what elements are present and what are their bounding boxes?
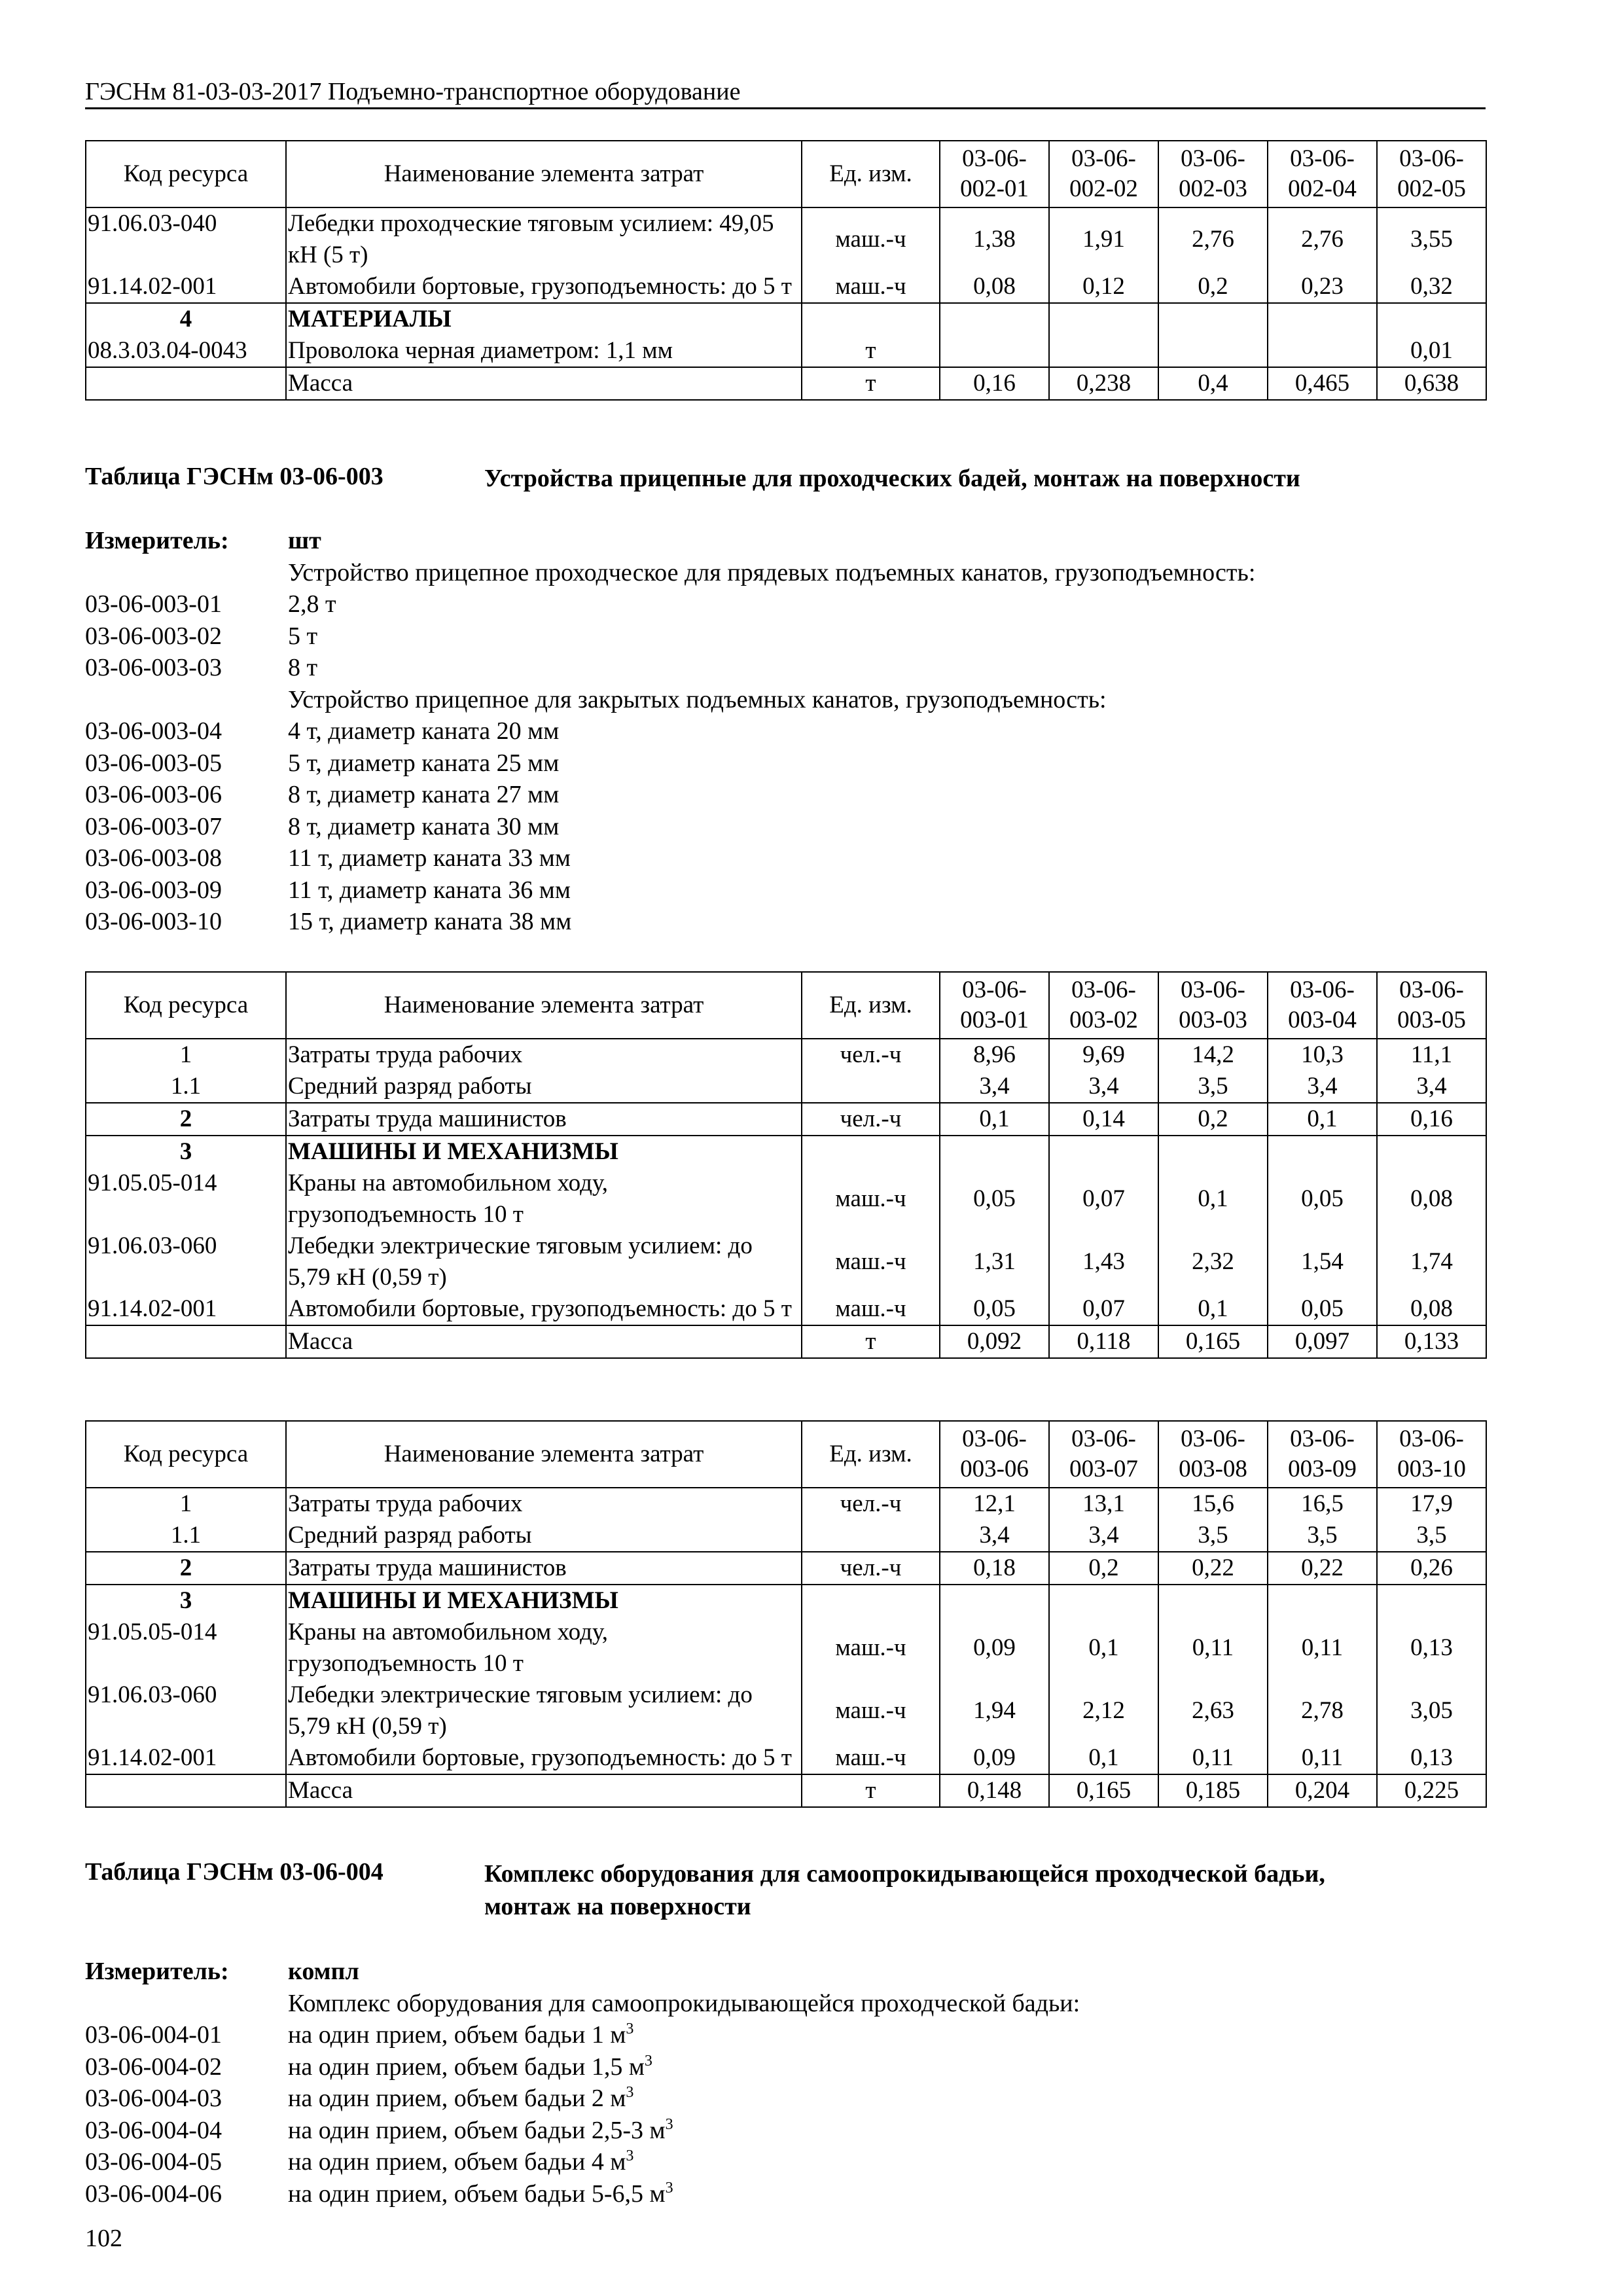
header-rate-code: 03-06-002-04 xyxy=(1268,141,1377,207)
rate-value: 0,05 xyxy=(940,1293,1049,1325)
table-row xyxy=(86,1742,1486,1774)
rate-value: 0,14 xyxy=(1049,1103,1158,1136)
rate-value: 0,26 xyxy=(1377,1552,1486,1585)
item-code: 03-06-003-07 xyxy=(85,812,222,840)
rate-value: 0,11 xyxy=(1268,1617,1377,1679)
list-item xyxy=(85,620,1486,653)
rate-value: 0,12 xyxy=(1049,271,1158,303)
resource-code: 1 xyxy=(86,1488,286,1520)
rate-value: 16,5 xyxy=(1268,1488,1377,1520)
rate-value xyxy=(1158,335,1268,367)
header-rate-code: 03-06-003-01 xyxy=(940,972,1049,1039)
table-row xyxy=(86,1071,1486,1103)
rate-value: 3,4 xyxy=(940,1520,1049,1552)
rate-value: 0,204 xyxy=(1268,1774,1377,1807)
resource-code: 1.1 xyxy=(86,1071,286,1103)
resource-name: Затраты труда машинистов xyxy=(286,1103,802,1136)
item-text: 2,8 т xyxy=(288,590,336,618)
table-row xyxy=(86,1679,1486,1742)
superscript-cubed: 3 xyxy=(665,2179,673,2197)
superscript-cubed: 3 xyxy=(626,2020,634,2037)
rate-value: 2,32 xyxy=(1158,1230,1268,1293)
resource-unit xyxy=(802,1585,940,1617)
rate-value: 12,1 xyxy=(940,1488,1049,1520)
resource-name: Затраты труда рабочих xyxy=(286,1488,802,1520)
rate-value xyxy=(1158,1136,1268,1168)
section-number: 2 xyxy=(86,1552,286,1585)
resource-code xyxy=(86,367,286,400)
rate-value: 2,78 xyxy=(1268,1679,1377,1742)
rate-value: 0,1 xyxy=(1158,1168,1268,1230)
measure-row xyxy=(85,525,1486,557)
rate-value: 0,165 xyxy=(1158,1325,1268,1358)
item-text: 4 т, диаметр каната 20 мм xyxy=(288,717,560,745)
measure-row xyxy=(85,1956,1486,1988)
header-rate-code: 03-06-003-06 xyxy=(940,1421,1049,1488)
resource-unit: маш.-ч xyxy=(802,1230,940,1293)
rate-value: 1,91 xyxy=(1049,207,1158,271)
resource-unit: маш.-ч xyxy=(802,1293,940,1325)
resource-unit: чел.-ч xyxy=(802,1488,940,1520)
table-row xyxy=(86,1103,1486,1136)
resource-unit xyxy=(802,1136,940,1168)
item-text: 15 т, диаметр каната 38 мм xyxy=(288,908,572,935)
table-row xyxy=(86,1039,1486,1071)
rate-value: 0,148 xyxy=(940,1774,1049,1807)
rate-value: 0,11 xyxy=(1158,1742,1268,1774)
header-code: Код ресурса xyxy=(86,972,286,1039)
resource-unit: т xyxy=(802,1774,940,1807)
rate-value: 0,097 xyxy=(1268,1325,1377,1358)
resource-unit xyxy=(802,1071,940,1103)
header-name: Наименование элемента затрат xyxy=(286,972,802,1039)
rate-value: 0,092 xyxy=(940,1325,1049,1358)
table-row-mass xyxy=(86,1774,1486,1807)
rate-value: 8,96 xyxy=(940,1039,1049,1071)
rate-value: 3,5 xyxy=(1158,1520,1268,1552)
rate-value: 0,465 xyxy=(1268,367,1377,400)
rate-value xyxy=(1268,303,1377,335)
table-row xyxy=(86,1230,1486,1293)
item-code: 03-06-003-09 xyxy=(85,876,222,904)
rate-value: 0,1 xyxy=(940,1103,1049,1136)
rate-value: 13,1 xyxy=(1049,1488,1158,1520)
section-number: 4 xyxy=(86,303,286,335)
list-item xyxy=(85,557,1486,589)
rate-value xyxy=(1049,1136,1158,1168)
table-caption-03-06-003 xyxy=(85,462,1486,495)
table-row xyxy=(86,207,1486,271)
section-title: МАШИНЫ И МЕХАНИЗМЫ xyxy=(286,1585,802,1617)
table-row xyxy=(86,271,1486,303)
rate-value xyxy=(1377,1136,1486,1168)
rate-value xyxy=(1049,335,1158,367)
header-rate-code: 03-06-002-02 xyxy=(1049,141,1158,207)
table-caption-03-06-004 xyxy=(85,1857,1486,1923)
list-item xyxy=(85,684,1486,716)
resource-unit: маш.-ч xyxy=(802,207,940,271)
table-row xyxy=(86,1552,1486,1585)
resource-code: 91.05.05-014 xyxy=(86,1168,286,1230)
resource-name: Лебедки электрические тяговым усилием: до 5,79 кН (0,59 т) xyxy=(286,1679,802,1742)
rate-value: 3,05 xyxy=(1377,1679,1486,1742)
superscript-cubed: 3 xyxy=(626,2084,634,2101)
rate-value xyxy=(1268,335,1377,367)
list-item xyxy=(85,811,1486,843)
header-rate-code: 03-06-003-09 xyxy=(1268,1421,1377,1488)
table-row xyxy=(86,1168,1486,1230)
rate-value: 0,133 xyxy=(1377,1325,1486,1358)
rate-value: 0,08 xyxy=(940,271,1049,303)
rate-value xyxy=(1377,1585,1486,1617)
rate-value: 0,1 xyxy=(1049,1617,1158,1679)
table-row xyxy=(86,335,1486,367)
rate-value: 0,165 xyxy=(1049,1774,1158,1807)
item-text: 5 т, диаметр каната 25 мм xyxy=(288,749,560,777)
table-row xyxy=(86,1293,1486,1325)
item-code: 03-06-004-01 xyxy=(85,2021,222,2049)
resource-name: Проволока черная диаметром: 1,1 мм xyxy=(286,335,802,367)
section-number: 3 xyxy=(86,1585,286,1617)
rate-value xyxy=(1158,1585,1268,1617)
item-code: 03-06-004-04 xyxy=(85,2116,222,2144)
table-row xyxy=(86,303,1486,335)
table-caption-title xyxy=(484,1857,1486,1923)
rate-value: 3,4 xyxy=(1268,1071,1377,1103)
rate-value: 1,94 xyxy=(940,1679,1049,1742)
rate-value: 0,05 xyxy=(940,1168,1049,1230)
rate-value: 0,09 xyxy=(940,1742,1049,1774)
section-title: МАТЕРИАЛЫ xyxy=(286,303,802,335)
item-text: на один прием, объем бадьи 1,5 $м^3$ xyxy=(288,2052,652,2081)
resource-unit: чел.-ч xyxy=(802,1552,940,1585)
rate-value: 3,4 xyxy=(940,1071,1049,1103)
rate-value: 3,4 xyxy=(1377,1071,1486,1103)
table-caption-label: Таблица ГЭСНм 03-06-003 xyxy=(85,463,383,490)
resource-code: 1 xyxy=(86,1039,286,1071)
resource-code: 91.06.03-060 xyxy=(86,1230,286,1293)
item-code: 03-06-003-03 xyxy=(85,654,222,681)
resource-unit: маш.-ч xyxy=(802,271,940,303)
rate-value: 0,18 xyxy=(940,1552,1049,1585)
header-rate-code: 03-06-003-02 xyxy=(1049,972,1158,1039)
header-code: Код ресурса xyxy=(86,141,286,207)
resource-unit: маш.-ч xyxy=(802,1617,940,1679)
header-unit: Ед. изм. xyxy=(802,972,940,1039)
list-item xyxy=(85,2051,1486,2083)
resource-code: 91.14.02-001 xyxy=(86,271,286,303)
rate-value xyxy=(940,1585,1049,1617)
list-item xyxy=(85,2178,1486,2210)
list-item xyxy=(85,842,1486,874)
item-code: 03-06-003-01 xyxy=(85,590,222,618)
item-text: Комплекс оборудования для самоопрокидывающейся проходческой бадьи: xyxy=(288,1989,1080,2017)
header-rate-code: 03-06-002-03 xyxy=(1158,141,1268,207)
rate-value: 0,05 xyxy=(1268,1168,1377,1230)
rate-value: 0,2 xyxy=(1158,1103,1268,1136)
resource-code: 91.05.05-014 xyxy=(86,1617,286,1679)
section-number: 2 xyxy=(86,1103,286,1136)
header-rate-code: 03-06-002-01 xyxy=(940,141,1049,207)
list-item xyxy=(85,747,1486,780)
table-row xyxy=(86,1488,1486,1520)
rate-value: 3,5 xyxy=(1268,1520,1377,1552)
resource-unit: т xyxy=(802,367,940,400)
list-item xyxy=(85,1988,1486,2020)
rate-value: 0,08 xyxy=(1377,1293,1486,1325)
rate-value: 2,12 xyxy=(1049,1679,1158,1742)
rate-value: 2,63 xyxy=(1158,1679,1268,1742)
rate-value: 0,118 xyxy=(1049,1325,1158,1358)
resource-code: 91.06.03-040 xyxy=(86,207,286,271)
item-code: 03-06-003-08 xyxy=(85,844,222,872)
rate-value: 0,22 xyxy=(1268,1552,1377,1585)
rate-value: 3,5 xyxy=(1158,1071,1268,1103)
resource-code: 08.3.03.04-0043 xyxy=(86,335,286,367)
resource-unit: маш.-ч xyxy=(802,1168,940,1230)
section-number: 3 xyxy=(86,1136,286,1168)
header-name: Наименование элемента затрат xyxy=(286,141,802,207)
measure-unit: компл xyxy=(288,1958,359,1985)
item-code: 03-06-003-10 xyxy=(85,908,222,935)
resource-name: Автомобили бортовые, грузоподъемность: до 5 т xyxy=(286,1742,802,1774)
header-rate-code: 03-06-003-04 xyxy=(1268,972,1377,1039)
resource-table-03-06-003-a xyxy=(85,971,1487,1359)
item-code: 03-06-004-06 xyxy=(85,2179,222,2208)
rate-value: 3,4 xyxy=(1049,1071,1158,1103)
rate-value xyxy=(940,335,1049,367)
rate-value: 0,07 xyxy=(1049,1168,1158,1230)
item-text: на один прием, объем бадьи 4 $м^3$ xyxy=(288,2147,634,2176)
rate-value: 0,13 xyxy=(1377,1617,1486,1679)
measure-list-03-06-003 xyxy=(85,525,1486,938)
rate-value: 0,23 xyxy=(1268,271,1377,303)
item-text: на один прием, объем бадьи 2 $м^3$ xyxy=(288,2084,634,2112)
rate-value: 0,185 xyxy=(1158,1774,1268,1807)
item-text: на один прием, объем бадьи 1 $м^3$ xyxy=(288,2020,634,2049)
resource-code: 91.14.02-001 xyxy=(86,1742,286,1774)
item-code: 03-06-004-03 xyxy=(85,2085,222,2112)
table-row xyxy=(86,1585,1486,1617)
rate-value: 9,69 xyxy=(1049,1039,1158,1071)
list-item xyxy=(85,652,1486,684)
item-text: 8 т xyxy=(288,654,318,681)
header-rate-code: 03-06-003-07 xyxy=(1049,1421,1158,1488)
rate-value: 0,07 xyxy=(1049,1293,1158,1325)
item-text: 8 т, диаметр каната 30 мм xyxy=(288,812,560,840)
resource-name: Автомобили бортовые, грузоподъемность: до 5 т xyxy=(286,1293,802,1325)
table-caption-title-line: Комплекс оборудования для самоопрокидывающейся проходческой бадьи, xyxy=(484,1860,1325,1888)
rate-value xyxy=(1377,303,1486,335)
resource-table-03-06-002 xyxy=(85,140,1487,401)
rate-value: 3,4 xyxy=(1049,1520,1158,1552)
header-unit: Ед. изм. xyxy=(802,141,940,207)
resource-name: Средний разряд работы xyxy=(286,1071,802,1103)
table-caption-title-line: монтаж на поверхности xyxy=(484,1893,751,1920)
rate-value: 15,6 xyxy=(1158,1488,1268,1520)
header-unit: Ед. изм. xyxy=(802,1421,940,1488)
rate-value: 0,1 xyxy=(1049,1742,1158,1774)
resource-name: Лебедки электрические тяговым усилием: до 5,79 кН (0,59 т) xyxy=(286,1230,802,1293)
item-code: 03-06-003-05 xyxy=(85,749,222,777)
rate-value: 0,238 xyxy=(1049,367,1158,400)
page-number: 102 xyxy=(85,2225,122,2252)
rate-value: 2,76 xyxy=(1268,207,1377,271)
item-code: 03-06-004-02 xyxy=(85,2053,222,2081)
resource-name: Масса xyxy=(286,1325,802,1358)
rate-value xyxy=(940,303,1049,335)
rate-value: 2,76 xyxy=(1158,207,1268,271)
resource-name: Затраты труда машинистов xyxy=(286,1552,802,1585)
rate-value: 14,2 xyxy=(1158,1039,1268,1071)
resource-name: Затраты труда рабочих xyxy=(286,1039,802,1071)
rate-value: 1,38 xyxy=(940,207,1049,271)
rate-value: 1,74 xyxy=(1377,1230,1486,1293)
rate-value: 1,43 xyxy=(1049,1230,1158,1293)
superscript-cubed: 3 xyxy=(665,2115,673,2133)
rate-value: 0,1 xyxy=(1158,1293,1268,1325)
item-text: 8 т, диаметр каната 27 мм xyxy=(288,781,560,808)
item-code: 03-06-003-06 xyxy=(85,781,222,808)
rate-value: 0,01 xyxy=(1377,335,1486,367)
rate-value: 0,13 xyxy=(1377,1742,1486,1774)
rate-value: 17,9 xyxy=(1377,1488,1486,1520)
resource-code: 91.06.03-060 xyxy=(86,1679,286,1742)
rate-value: 11,1 xyxy=(1377,1039,1486,1071)
resource-unit xyxy=(802,303,940,335)
item-text: на один прием, объем бадьи 2,5-3 $м^3$ xyxy=(288,2115,673,2144)
resource-name: Автомобили бортовые, грузоподъемность: до 5 т xyxy=(286,271,802,303)
list-item xyxy=(85,2019,1486,2051)
resource-name: Краны на автомобильном ходу, грузоподъемность 10 т xyxy=(286,1168,802,1230)
list-item xyxy=(85,2083,1486,2115)
rate-value: 1,31 xyxy=(940,1230,1049,1293)
rate-value: 0,225 xyxy=(1377,1774,1486,1807)
rate-value xyxy=(1268,1136,1377,1168)
superscript-cubed: 3 xyxy=(644,2052,652,2070)
item-code: 03-06-003-04 xyxy=(85,717,222,745)
resource-unit: маш.-ч xyxy=(802,1679,940,1742)
table-row xyxy=(86,1617,1486,1679)
rate-value: 1,54 xyxy=(1268,1230,1377,1293)
resource-code xyxy=(86,1774,286,1807)
header-name: Наименование элемента затрат xyxy=(286,1421,802,1488)
resource-unit xyxy=(802,1520,940,1552)
item-text: Устройство прицепное для закрытых подъемных канатов, грузоподъемность: xyxy=(288,685,1107,713)
superscript-cubed: 3 xyxy=(626,2147,634,2164)
resource-unit: чел.-ч xyxy=(802,1103,940,1136)
resource-name: Масса xyxy=(286,367,802,400)
rate-value: 3,55 xyxy=(1377,207,1486,271)
resource-name: Масса xyxy=(286,1774,802,1807)
rate-value: 0,32 xyxy=(1377,271,1486,303)
table-row xyxy=(86,1520,1486,1552)
table-caption-title: Устройства прицепные для проходческих бадей, монтаж на поверхности xyxy=(484,465,1300,492)
header-rate-code: 03-06-003-10 xyxy=(1377,1421,1486,1488)
rate-value: 0,2 xyxy=(1158,271,1268,303)
list-item xyxy=(85,874,1486,906)
list-item xyxy=(85,779,1486,811)
resource-name: Средний разряд работы xyxy=(286,1520,802,1552)
list-item xyxy=(85,2115,1486,2147)
resource-table-03-06-003-b xyxy=(85,1420,1487,1808)
list-item xyxy=(85,906,1486,938)
measure-unit: шт xyxy=(288,527,321,554)
resource-unit: т xyxy=(802,1325,940,1358)
table-row-mass xyxy=(86,367,1486,400)
list-item xyxy=(85,588,1486,620)
header-rate-code: 03-06-003-05 xyxy=(1377,972,1486,1039)
section-title: МАШИНЫ И МЕХАНИЗМЫ xyxy=(286,1136,802,1168)
rate-value: 0,16 xyxy=(1377,1103,1486,1136)
resource-code xyxy=(86,1325,286,1358)
rate-value: 0,4 xyxy=(1158,367,1268,400)
list-item xyxy=(85,2146,1486,2178)
rate-value: 0,1 xyxy=(1268,1103,1377,1136)
rate-value: 0,08 xyxy=(1377,1168,1486,1230)
measure-label: Измеритель: xyxy=(85,527,229,554)
resource-code: 1.1 xyxy=(86,1520,286,1552)
rate-value: 0,09 xyxy=(940,1617,1049,1679)
header-code: Код ресурса xyxy=(86,1421,286,1488)
resource-name: Лебедки проходческие тяговым усилием: 49,05 кН (5 т) xyxy=(286,207,802,271)
measure-label: Измеритель: xyxy=(85,1958,229,1985)
resource-unit: чел.-ч xyxy=(802,1039,940,1071)
list-item xyxy=(85,715,1486,747)
rate-value xyxy=(1268,1585,1377,1617)
rate-value: 0,16 xyxy=(940,367,1049,400)
rate-value xyxy=(1049,303,1158,335)
table-row-mass xyxy=(86,1325,1486,1358)
resource-unit: маш.-ч xyxy=(802,1742,940,1774)
item-code: 03-06-004-05 xyxy=(85,2148,222,2176)
rate-value: 0,11 xyxy=(1158,1617,1268,1679)
rate-value xyxy=(1049,1585,1158,1617)
resource-name: Краны на автомобильном ходу, грузоподъемность 10 т xyxy=(286,1617,802,1679)
running-header: ГЭСНм 81-03-03-2017 Подъемно-транспортное оборудование xyxy=(85,77,1486,109)
rate-value: 0,638 xyxy=(1377,367,1486,400)
item-text: 5 т xyxy=(288,622,318,650)
rate-value: 0,22 xyxy=(1158,1552,1268,1585)
rate-value xyxy=(940,1136,1049,1168)
resource-unit: т xyxy=(802,335,940,367)
item-text: Устройство прицепное проходческое для прядевых подъемных канатов, грузоподъемность: xyxy=(288,558,1256,586)
table-caption-label: Таблица ГЭСНм 03-06-004 xyxy=(85,1858,383,1886)
header-rate-code: 03-06-002-05 xyxy=(1377,141,1486,207)
item-text: 11 т, диаметр каната 33 мм xyxy=(288,844,571,872)
rate-value: 0,05 xyxy=(1268,1293,1377,1325)
resource-code: 91.14.02-001 xyxy=(86,1293,286,1325)
item-code: 03-06-003-02 xyxy=(85,622,222,650)
item-text: 11 т, диаметр каната 36 мм xyxy=(288,876,571,904)
header-rate-code: 03-06-003-08 xyxy=(1158,1421,1268,1488)
header-rate-code: 03-06-003-03 xyxy=(1158,972,1268,1039)
item-text: на один прием, объем бадьи 5-6,5 $м^3$ xyxy=(288,2179,673,2208)
rate-value: 0,11 xyxy=(1268,1742,1377,1774)
measure-list-03-06-004 xyxy=(85,1956,1486,2210)
rate-value: 3,5 xyxy=(1377,1520,1486,1552)
rate-value xyxy=(1158,303,1268,335)
table-row xyxy=(86,1136,1486,1168)
rate-value: 0,2 xyxy=(1049,1552,1158,1585)
rate-value: 10,3 xyxy=(1268,1039,1377,1071)
